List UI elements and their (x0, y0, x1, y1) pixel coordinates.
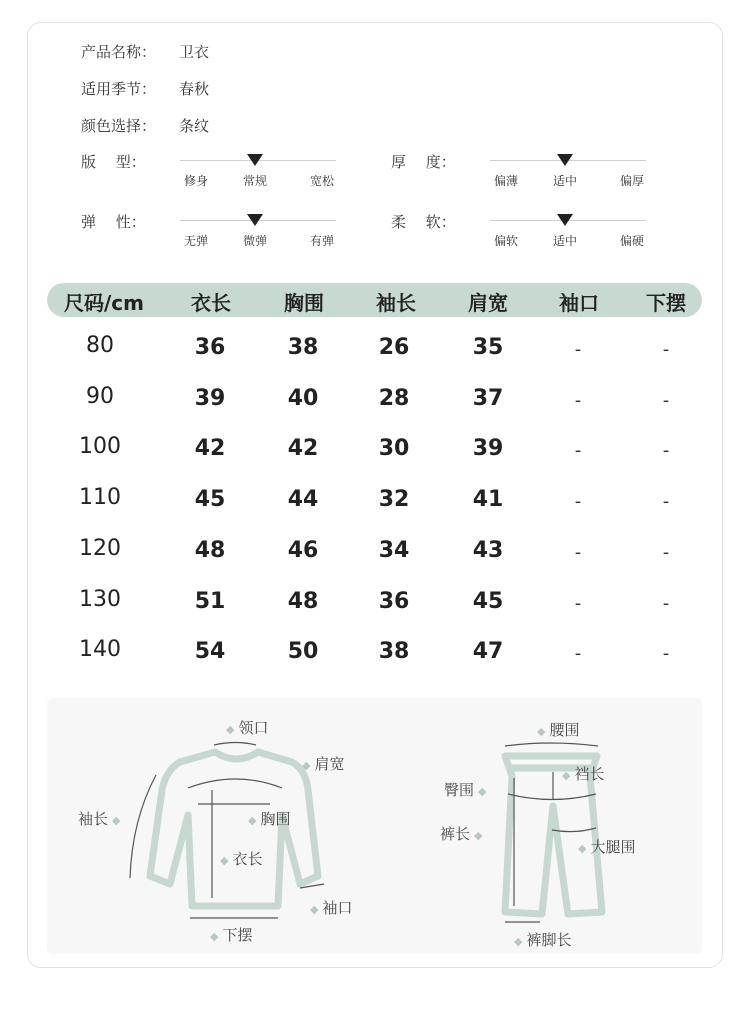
scale-option: 适中 (552, 174, 578, 188)
table-cell: 30 (378, 436, 410, 462)
diamond-icon: ◆ (578, 842, 587, 855)
table-cell: - (574, 440, 582, 462)
diamond-icon: ◆ (112, 814, 121, 827)
label-thigh: ◆ 大腿围 (578, 838, 636, 856)
table-cell: 46 (287, 537, 319, 563)
table-cell: - (574, 643, 582, 665)
table-cell: 42 (287, 436, 319, 462)
label-pants-length: 裤长 ◆ (440, 825, 483, 843)
table-cell: 26 (378, 335, 410, 360)
scale-option: 偏薄 (493, 174, 519, 188)
label-shoulder: ◆ 肩宽 (302, 755, 345, 773)
table-cell: 36 (194, 335, 226, 360)
table-cell: - (662, 541, 670, 563)
column-header: 袖口 (559, 291, 599, 315)
size-cell: 100 (79, 434, 121, 460)
table-cell: - (574, 339, 582, 360)
table-cell: 48 (194, 537, 226, 563)
table-cell: 45 (472, 588, 504, 614)
info-value: 春秋 (179, 80, 210, 98)
table-cell: 54 (194, 639, 226, 665)
table-cell: 34 (378, 537, 410, 563)
table-cell: 37 (472, 385, 504, 411)
scale-title-elasticity: 弹 性： (81, 213, 146, 231)
column-header: 下摆 (646, 291, 686, 315)
column-header: 袖长 (376, 291, 416, 315)
table-cell: - (574, 389, 582, 411)
table-cell: 38 (378, 639, 410, 665)
diamond-icon: ◆ (474, 829, 483, 842)
table-cell: 38 (287, 335, 319, 360)
column-header: 胸围 (284, 291, 324, 315)
sweatshirt-outline (150, 752, 318, 906)
info-label: 颜色选择： (81, 117, 157, 135)
size-cell: 120 (79, 535, 121, 561)
scale-option: 偏硬 (619, 234, 645, 248)
table-cell: - (662, 339, 670, 360)
size-cell: 80 (86, 333, 114, 358)
table-cell: 44 (287, 487, 319, 513)
diamond-icon: ◆ (248, 814, 257, 827)
diamond-icon: ◆ (220, 854, 229, 867)
diamond-icon: ◆ (226, 723, 235, 736)
column-header: 衣长 (191, 291, 231, 315)
table-cell: 39 (472, 436, 504, 462)
table-cell: - (574, 491, 582, 513)
label-length: ◆ 衣长 (220, 850, 263, 868)
table-cell: - (574, 541, 582, 563)
column-header: 尺码/cm (64, 291, 144, 315)
table-cell: 28 (378, 385, 410, 411)
column-header: 肩宽 (468, 291, 508, 315)
scale-option: 偏厚 (619, 174, 645, 188)
scale-option: 微弹 (242, 234, 268, 248)
size-cell: 90 (86, 383, 114, 409)
label-sleeve: 袖长 ◆ (78, 810, 121, 828)
table-cell: 45 (194, 487, 226, 513)
info-label: 产品名称： (81, 43, 157, 61)
info-value: 条纹 (179, 117, 210, 135)
scale-option: 无弹 (183, 234, 209, 248)
diamond-icon: ◆ (210, 930, 219, 943)
table-cell: 40 (287, 385, 319, 411)
table-cell: 42 (194, 436, 226, 462)
table-cell: 50 (287, 639, 319, 665)
size-cell: 130 (79, 586, 121, 612)
diamond-icon: ◆ (310, 903, 319, 916)
table-cell: 39 (194, 385, 226, 411)
table-cell: 43 (472, 537, 504, 563)
info-value: 卫衣 (179, 43, 210, 61)
scale-title-thickness: 厚 度： (391, 153, 456, 171)
diamond-icon: ◆ (514, 935, 523, 948)
diamond-icon: ◆ (537, 725, 546, 738)
label-hem: ◆ 下摆 (210, 926, 253, 944)
label-hip: 臀围 ◆ (444, 781, 487, 799)
table-cell: - (574, 592, 582, 614)
table-cell: 36 (378, 588, 410, 614)
label-leg-opening: ◆ 裤脚长 (514, 931, 572, 949)
label-waist: ◆ 腰围 (537, 721, 580, 739)
diamond-icon: ◆ (302, 759, 311, 772)
scale-option: 偏软 (493, 234, 519, 248)
table-cell: 41 (472, 487, 504, 513)
table-cell: 48 (287, 588, 319, 614)
scale-option: 有弹 (309, 234, 335, 248)
size-cell: 140 (79, 637, 121, 663)
table-cell: 32 (378, 487, 410, 513)
table-cell: 47 (472, 639, 504, 665)
scale-option: 宽松 (309, 174, 335, 188)
label-cuff: ◆ 袖口 (310, 899, 353, 917)
table-cell: - (662, 491, 670, 513)
scale-option: 适中 (552, 234, 578, 248)
table-cell: - (662, 592, 670, 614)
scale-title-softness: 柔 软： (391, 213, 456, 231)
size-cell: 110 (79, 485, 121, 511)
label-chest: ◆ 胸围 (248, 810, 291, 828)
table-cell: - (662, 643, 670, 665)
table-cell: 51 (194, 588, 226, 614)
diamond-icon: ◆ (478, 785, 487, 798)
label-collar: ◆ 领口 (226, 719, 269, 737)
scale-title-fit: 版 型： (81, 153, 146, 171)
table-cell: 35 (472, 335, 504, 360)
table-cell: - (662, 389, 670, 411)
table-cell: - (662, 440, 670, 462)
info-label: 适用季节： (81, 80, 157, 98)
diamond-icon: ◆ (562, 769, 571, 782)
scale-option: 修身 (183, 174, 209, 188)
scale-option: 常规 (242, 174, 268, 188)
label-rise: ◆ 裆长 (562, 765, 605, 783)
